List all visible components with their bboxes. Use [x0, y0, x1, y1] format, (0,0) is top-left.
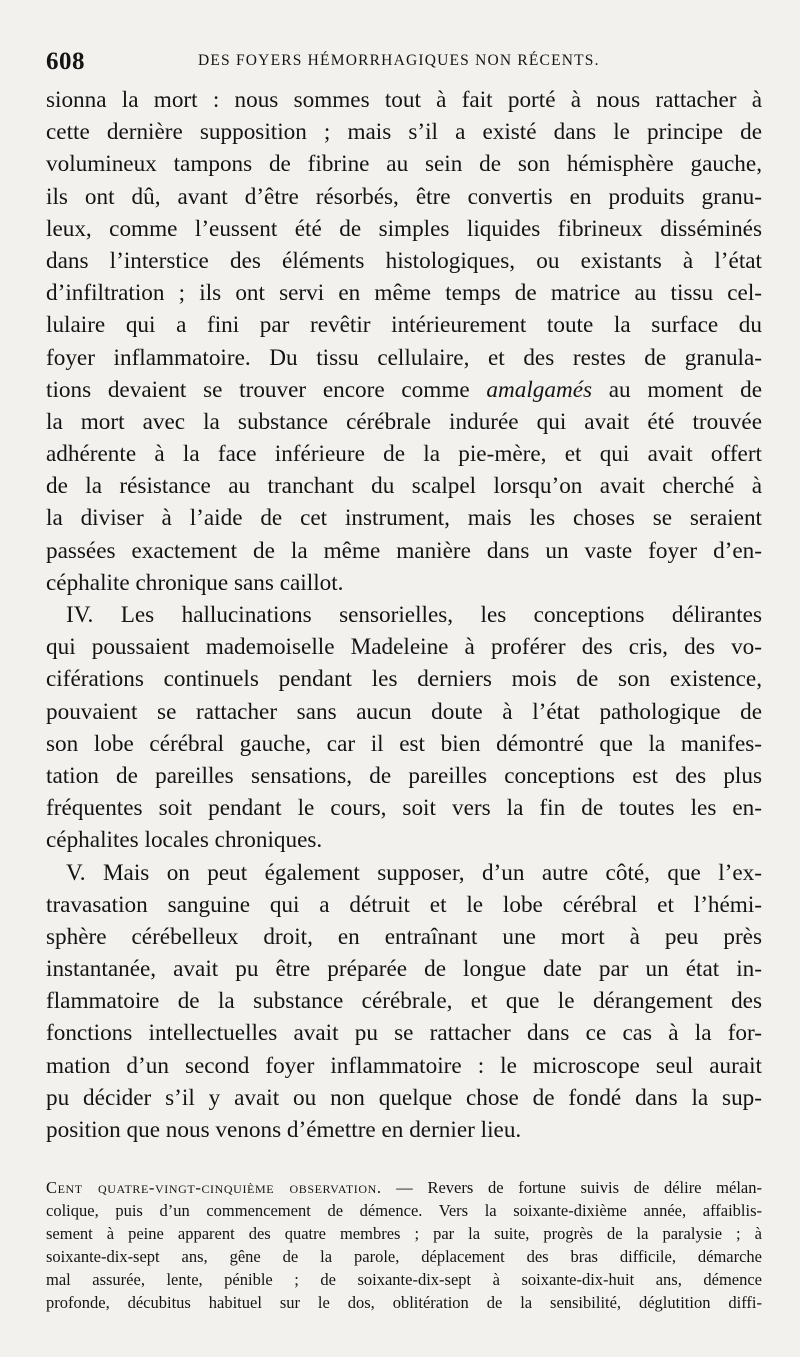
observation-line: mal assurée, lente, pénible ; de soixante-dix-sept à soixante-dix-huit ans, démence	[46, 1270, 762, 1289]
observation-line: colique, puis d’un commencement de démence. Vers la soixante-dixième année, affaiblis-	[46, 1201, 762, 1220]
running-title: DES FOYERS HÉMORRHAGIQUES NON RÉCENTS.	[198, 52, 600, 69]
text-line: sphère cérébelleux droit, en entraînant une mort à peu près	[46, 923, 762, 950]
text-line: son lobe cérébral gauche, car il est bien démontré que la manifes-	[46, 730, 762, 757]
text-line: lulaire qui a fini par revêtir intérieurement toute la surface du	[46, 312, 762, 339]
text-line: la diviser à l’aide de cet instrument, mais les choses se seraient	[46, 505, 762, 532]
page-header	[46, 48, 766, 78]
text-line: de la résistance au tranchant du scalpel lorsqu’on avait cherché à	[46, 473, 762, 500]
text-line: dans l’interstice des éléments histologiques, ou existants à l’état	[46, 247, 762, 274]
text-line: la mort avec la substance cérébrale indurée qui avait été trouvée	[46, 408, 762, 435]
text-line: mation d’un second foyer inflammatoire : le microscope seul aurait	[46, 1052, 762, 1079]
observation-line: sement à peine apparent des quatre membres ; par la suite, progrès de la paralysie ; à	[46, 1224, 762, 1243]
text-line: fonctions intellectuelles avait pu se rattacher dans ce cas à la for-	[46, 1020, 762, 1047]
text-line: qui poussaient mademoiselle Madeleine à proférer des cris, des vo-	[46, 634, 762, 661]
text-line: volumineux tampons de fibrine au sein de son hémisphère gauche,	[46, 151, 762, 178]
paragraph-continuation	[46, 84, 762, 599]
text-line: ils ont dû, avant d’être résorbés, être convertis en produits granu-	[46, 183, 762, 210]
text-line: ciférations continuels pendant les derniers mois de son existence,	[46, 666, 762, 693]
observation-summary-start: — Revers de fortune suivis de délire mélan-	[381, 1178, 762, 1197]
text-line: adhérente à la face inférieure de la pie-mère, et qui avait offert	[46, 441, 762, 468]
text-line: leux, comme l’eussent été de simples liquides fibrineux disséminés	[46, 215, 762, 242]
text-line: céphalite chronique sans caillot.	[46, 569, 344, 596]
page-number: 608	[46, 48, 85, 75]
text-line: d’infiltration ; ils ont servi en même temps de matrice au tissu cel-	[46, 280, 762, 307]
text-line: fréquentes soit pendant le cours, soit vers la fin de toutes les en-	[46, 795, 762, 822]
text-line: cette dernière supposition ; mais s’il a existé dans le principe de	[46, 119, 762, 146]
observation-line: soixante-dix-sept ans, gêne de la parole, déplacement des bras difficile, démarche	[46, 1247, 762, 1266]
italic-word: amalgamés	[486, 376, 593, 403]
text-line: tation de pareilles sensations, de pareilles conceptions est des plus	[46, 762, 762, 789]
text-line: flammatoire de la substance cérébrale, et que le dérangement des	[46, 988, 762, 1015]
text-line: instantanée, avait pu être préparée de longue date par un état in-	[46, 956, 762, 983]
line-text-before: tions devaient se trouver encore comme	[46, 376, 487, 403]
text-line: V. Mais on peut également supposer, d’un autre côté, que l’ex-	[66, 859, 762, 886]
text-line: passées exactement de la même manière dans un vaste foyer d’en-	[46, 537, 762, 564]
observation-first-line	[46, 1176, 762, 1199]
text-line: foyer inflammatoire. Du tissu cellulaire, et des restes de granula-	[46, 344, 762, 371]
text-line: IV. Les hallucinations sensorielles, les conceptions délirantes	[66, 602, 762, 628]
text-line: travasation sanguine qui a détruit et le lobe cérébral et l’hémi-	[46, 891, 762, 918]
paragraph-iv	[46, 599, 762, 857]
text-line: pu décider s’il y avait ou non quelque chose de fondé dans la sup-	[46, 1084, 762, 1111]
text-line-with-italic	[46, 374, 762, 406]
text-line: position que nous venons d’émettre en dernier lieu.	[46, 1117, 522, 1143]
observation-line: profonde, décubitus habituel sur le dos, oblitération de la sensibilité, déglutition diffi-	[46, 1293, 762, 1312]
observation-block	[46, 1176, 762, 1314]
paragraph-v	[46, 857, 762, 1147]
text-line: céphalites locales chroniques.	[46, 827, 323, 854]
body-text	[46, 84, 762, 1146]
line-text-after: au moment de	[592, 376, 762, 403]
observation-heading: Cent quatre-vingt-cinquième observation.	[46, 1178, 382, 1197]
text-line: pouvaient se rattacher sans aucun doute à l’état pathologique de	[46, 698, 762, 725]
text-line: sionna la mort : nous sommes tout à fait porté à nous rattacher à	[46, 87, 762, 113]
